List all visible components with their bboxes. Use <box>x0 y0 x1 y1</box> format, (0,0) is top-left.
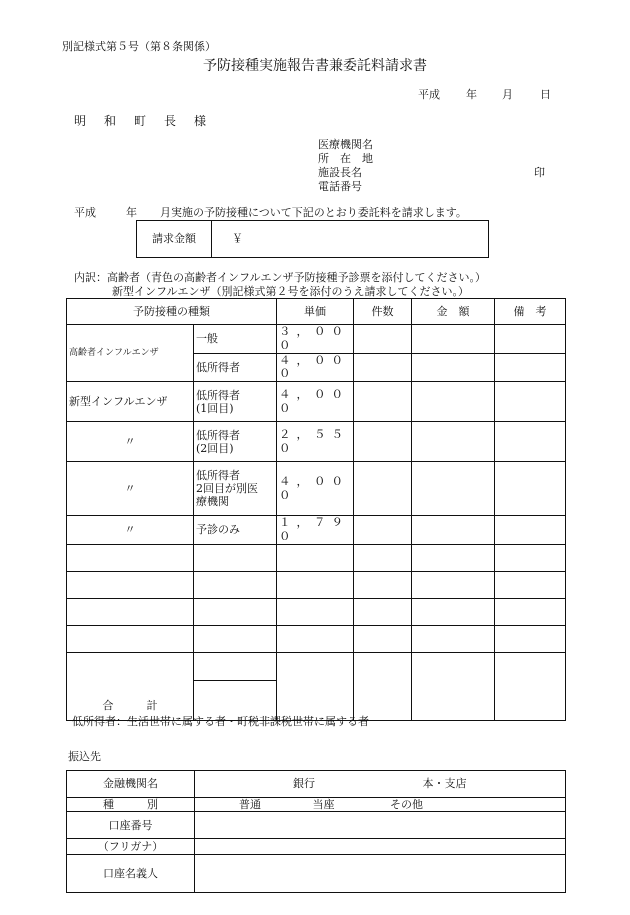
amount-box <box>136 220 489 258</box>
table-row <box>67 652 566 680</box>
location-label: 所 在 地 <box>318 152 373 165</box>
account-holder-label: 口座名義人 <box>67 855 195 893</box>
bank-name-label: 金融機関名 <box>67 771 195 798</box>
unit-price-cell: ４，０００ <box>277 462 354 516</box>
date-era: 平成 <box>418 88 440 101</box>
sub-type-line: 2回目が別医 <box>196 482 258 496</box>
empty-cell[interactable] <box>495 571 566 598</box>
empty-cell[interactable] <box>412 544 495 571</box>
empty-row <box>67 598 566 625</box>
table-row <box>67 462 566 516</box>
empty-cell[interactable] <box>67 571 194 598</box>
sub-type-line: 低所得者 <box>196 428 240 442</box>
type-option-ordinary[interactable]: 普通 <box>239 798 261 811</box>
breakdown-line-1: 内訳：高齢者（青色の高齢者インフルエンザ予防接種予診票を添付してください。） <box>74 271 487 284</box>
sub-type-line: (2回目) <box>196 441 234 455</box>
amount-cell[interactable] <box>412 422 495 462</box>
total-label: 合 計 <box>67 652 194 720</box>
footnote: 低所得者：生活世帯に属する者・町税非課税世帯に属する者 <box>72 715 369 728</box>
header-amount: 金 額 <box>412 299 495 325</box>
empty-cell[interactable] <box>194 598 277 625</box>
institution-label: 医療機関名 <box>318 138 373 151</box>
unit-price-cell: １，７９０ <box>277 516 354 545</box>
sub-type-line: 療機関 <box>196 495 229 509</box>
phone-label: 電話番号 <box>318 180 362 193</box>
count-cell[interactable] <box>354 516 412 545</box>
amount-cell[interactable] <box>412 353 495 382</box>
empty-cell[interactable] <box>194 544 277 571</box>
branch-suffix: 本・支店 <box>422 777 467 791</box>
account-holder-field[interactable] <box>195 855 566 893</box>
account-type-label: 種 別 <box>67 798 195 812</box>
empty-cell[interactable] <box>354 571 412 598</box>
empty-cell[interactable] <box>194 571 277 598</box>
empty-cell[interactable] <box>277 544 354 571</box>
total-price-cell[interactable] <box>277 652 354 720</box>
empty-cell[interactable] <box>277 625 354 652</box>
sub-type-cell <box>194 422 277 462</box>
empty-cell[interactable] <box>412 571 495 598</box>
amount-cell[interactable] <box>412 516 495 545</box>
empty-row <box>67 625 566 652</box>
header-count: 件数 <box>354 299 412 325</box>
category-cell: 新型インフルエンザ <box>67 382 194 422</box>
empty-cell[interactable] <box>412 625 495 652</box>
unit-price-cell: ４，０００ <box>277 353 354 382</box>
empty-cell[interactable] <box>277 598 354 625</box>
account-number-label: 口座番号 <box>67 812 195 839</box>
amount-cell[interactable] <box>412 462 495 516</box>
type-option-current[interactable]: 当座 <box>312 798 335 811</box>
sub-type-cell: 一般 <box>194 325 277 354</box>
empty-cell[interactable] <box>354 625 412 652</box>
count-cell[interactable] <box>354 325 412 354</box>
empty-cell[interactable] <box>412 598 495 625</box>
total-count-cell[interactable] <box>354 652 412 720</box>
date-year: 年 <box>466 88 477 101</box>
sub-type-line: 低所得者 <box>196 388 240 402</box>
empty-cell[interactable] <box>277 571 354 598</box>
remarks-cell[interactable] <box>495 353 566 382</box>
furigana-field[interactable] <box>195 839 566 855</box>
form-code: 別記様式第５号（第８条関係） <box>62 40 216 53</box>
empty-cell[interactable] <box>67 625 194 652</box>
sub-type-cell <box>194 382 277 422</box>
empty-cell[interactable] <box>67 598 194 625</box>
request-text: 月実施の予防接種について下記のとおり委託料を請求します。 <box>160 206 467 219</box>
header-type: 予防接種の種類 <box>67 299 277 325</box>
addressee: 明 和 町 長 様 <box>74 114 210 128</box>
sub-type-cell <box>194 462 277 516</box>
empty-cell[interactable] <box>495 598 566 625</box>
account-number-field[interactable] <box>195 812 566 839</box>
category-cell: 高齢者インフルエンザ <box>67 325 194 382</box>
request-year: 年 <box>126 206 137 219</box>
count-cell[interactable] <box>354 422 412 462</box>
category-cell: 〃 <box>67 516 194 545</box>
header-unit-price: 単価 <box>277 299 354 325</box>
bank-suffix: 銀行 <box>293 777 315 791</box>
total-amount-cell[interactable] <box>412 652 495 720</box>
furigana-label: （フリガナ） <box>67 839 195 855</box>
table-header-row <box>67 299 566 325</box>
count-cell[interactable] <box>354 462 412 516</box>
empty-cell[interactable] <box>354 598 412 625</box>
remarks-cell[interactable] <box>495 422 566 462</box>
transfer-heading: 振込先 <box>68 750 101 763</box>
sub-type-cell: 予診のみ <box>194 516 277 545</box>
sub-type-line: (1回目) <box>196 401 234 415</box>
page-title: 予防接種実施報告書兼委託料請求書 <box>203 58 427 74</box>
remarks-cell[interactable] <box>495 382 566 422</box>
count-cell[interactable] <box>354 382 412 422</box>
table-row <box>67 382 566 422</box>
category-cell: 〃 <box>67 422 194 462</box>
sub-type-line: 低所得者 <box>196 468 240 482</box>
account-holder-row <box>67 855 566 893</box>
sub-type-cell: 低所得者 <box>194 353 277 382</box>
table-row <box>67 325 566 354</box>
remarks-cell[interactable] <box>495 462 566 516</box>
date-day: 日 <box>540 88 551 101</box>
unit-price-cell: ４，０００ <box>277 382 354 422</box>
empty-row <box>67 544 566 571</box>
empty-cell[interactable] <box>194 652 277 680</box>
unit-price-cell: ３，０００ <box>277 325 354 354</box>
account-number-row <box>67 812 566 839</box>
bank-name-field[interactable] <box>195 771 566 798</box>
empty-cell[interactable] <box>194 625 277 652</box>
amount-label: 請求金額 <box>137 221 212 258</box>
remarks-cell[interactable] <box>495 516 566 545</box>
account-type-options <box>195 798 566 812</box>
remarks-cell[interactable] <box>495 325 566 354</box>
amount-cell[interactable] <box>412 382 495 422</box>
header-remarks: 備 考 <box>495 299 566 325</box>
breakdown-line-2: 新型インフルエンザ（別記様式第２号を添付のうえ請求してください。） <box>112 285 470 298</box>
bank-name-row <box>67 771 566 798</box>
type-option-other[interactable]: その他 <box>390 798 423 811</box>
request-era: 平成 <box>74 206 96 219</box>
total-remarks-cell[interactable] <box>495 652 566 720</box>
empty-cell[interactable] <box>495 544 566 571</box>
empty-cell[interactable] <box>354 544 412 571</box>
table-row <box>67 516 566 545</box>
furigana-row <box>67 839 566 855</box>
empty-row <box>67 571 566 598</box>
yen-symbol: ￥ <box>232 232 243 246</box>
count-cell[interactable] <box>354 353 412 382</box>
category-cell: 〃 <box>67 462 194 516</box>
account-type-row <box>67 798 566 812</box>
unit-price-cell: ２，５５０ <box>277 422 354 462</box>
empty-cell[interactable] <box>67 544 194 571</box>
date-month: 月 <box>502 88 513 101</box>
seal-mark: 印 <box>534 166 545 179</box>
amount-cell[interactable] <box>412 325 495 354</box>
vaccination-table <box>66 298 566 721</box>
bank-table <box>66 770 566 893</box>
director-label: 施設長名 <box>318 166 362 179</box>
table-row <box>67 422 566 462</box>
amount-value-field[interactable] <box>212 221 489 258</box>
empty-cell[interactable] <box>495 625 566 652</box>
